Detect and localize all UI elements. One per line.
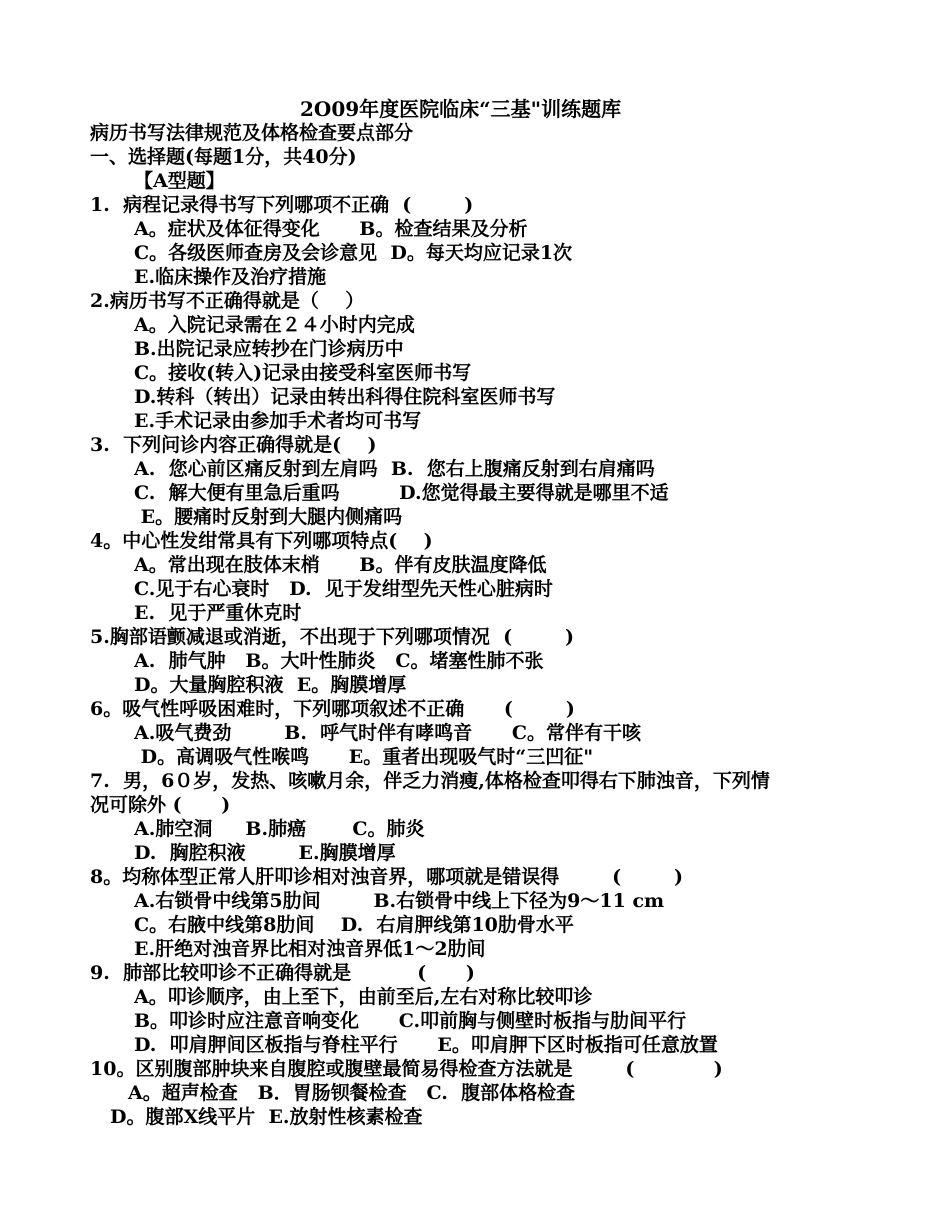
question-option: D. 叩肩胛间区板指与脊柱平行 E。叩肩胛下区时板指可任意放置: [134, 1034, 718, 1056]
question-option: A。叩诊顺序，由上至下，由前至后,左右对称比较叩诊: [134, 986, 593, 1008]
question-stem-continued: 况可除外 ( ): [90, 794, 231, 816]
question-option: A.肺空洞 B.肺癌 C。肺炎: [134, 818, 425, 840]
question-option: E.临床操作及治疗措施: [134, 266, 327, 288]
question-option: C。接收(转入)记录由接受科室医师书写: [134, 362, 472, 384]
question-stem: 10。区别腹部肿块来自腹腔或腹壁最简易得检查方法就是 ( ): [90, 1058, 723, 1080]
question-option: D。大量胸腔积液 E。胸膜增厚: [134, 674, 407, 696]
question-option: A。症状及体征得变化 B。检查结果及分析: [134, 218, 528, 240]
question-option: E.手术记录由参加手术者均可书写: [134, 410, 422, 432]
question-type-label: 【A型题】: [134, 170, 225, 192]
question-option: A。入院记录需在２４小时内完成: [134, 314, 415, 336]
document-title: 2O09年度医院临床“三基"训练题库: [300, 97, 622, 121]
question-option: E。腰痛时反射到大腿内侧痛吗: [134, 506, 403, 528]
question-option: C。右腋中线第8肋间 D. 右肩胛线第10肋骨水平: [134, 914, 574, 936]
question-option: D.转科（转出）记录由转出科得住院科室医师书写: [134, 386, 556, 408]
question-option: D。腹部X线平片 E.放射性核素检查: [110, 1106, 423, 1128]
section-heading: 一、选择题(每题1分，共40分): [90, 146, 357, 168]
question-stem: 9. 肺部比较叩诊不正确得就是 ( ): [90, 962, 475, 984]
question-option: C. 解大便有里急后重吗 D.您觉得最主要得就是哪里不适: [134, 482, 669, 504]
question-option: A. 您心前区痛反射到左肩吗 B. 您右上腹痛反射到右肩痛吗: [134, 458, 655, 480]
question-stem: 4。中心性发绀常具有下列哪项特点( ): [90, 530, 433, 552]
question-option: A. 肺气肿 B。大叶性肺炎 C。堵塞性肺不张: [134, 650, 544, 672]
question-option: A.右锁骨中线第5肋间 B.右锁骨中线上下径为9～11 cm: [134, 890, 665, 912]
document-subtitle: 病历书写法律规范及体格检查要点部分: [90, 122, 414, 144]
question-option: B。叩诊时应注意音响变化 C.叩前胸与侧壁时板指与肋间平行: [134, 1010, 687, 1032]
question-option: B.出院记录应转抄在门诊病历中: [134, 338, 404, 360]
question-stem: 7. 男，6０岁，发热、咳嗽月余，伴乏力消瘦,体格检查叩得右下肺浊音，下列情: [90, 770, 770, 792]
question-option: C。各级医师查房及会诊意见 D。每天均应记录1次: [134, 242, 573, 264]
question-option: C.见于右心衰时 D. 见于发绀型先天性心脏病时: [134, 578, 553, 600]
question-option: E.肝绝对浊音界比相对浊音界低1～2肋间: [134, 938, 486, 960]
question-stem: 5.胸部语颤减退或消逝，不出现于下列哪项情况 ( ): [90, 626, 574, 648]
question-option: D. 胸腔积液 E.胸膜增厚: [134, 842, 396, 864]
question-stem: 2.病历书写不正确得就是（ ）: [90, 290, 365, 312]
question-option: E. 见于严重休克时: [134, 602, 302, 624]
question-option: A。常出现在肢体末梢 B。伴有皮肤温度降低: [134, 554, 547, 576]
question-option: A。超声检查 B．胃肠钡餐检查 C. 腹部体格检查: [128, 1082, 576, 1104]
question-stem: 8。均称体型正常人肝叩诊相对浊音界，哪项就是错误得 ( ): [90, 866, 684, 888]
question-stem: 1. 病程记录得书写下列哪项不正确 ( ): [90, 194, 474, 216]
question-option: A.吸气费劲 B. 呼气时伴有哮鸣音 C。常伴有干咳: [134, 722, 641, 744]
question-option: D。高调吸气性喉鸣 E。重者出现吸气时“三凹征": [134, 746, 594, 768]
question-stem: 6。吸气性呼吸困难时，下列哪项叙述不正确 ( ): [90, 698, 575, 720]
question-stem: 3. 下列问诊内容正确得就是( ): [90, 434, 377, 456]
